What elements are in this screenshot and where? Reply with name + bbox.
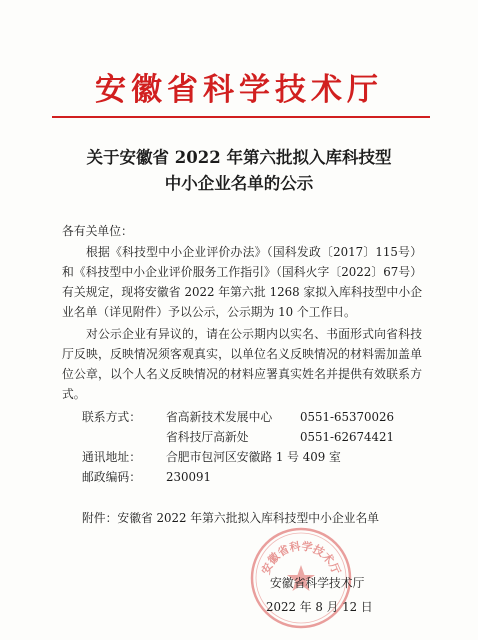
document-title	[0, 145, 478, 197]
contact-tel-1: 0551-65370026	[300, 410, 395, 424]
document-title-line-1: 关于安徽省 2022 年第六批拟入库科技型	[86, 148, 392, 167]
contact-row-2	[62, 427, 394, 447]
contact-org-2: 省科技厅高新处	[166, 430, 249, 444]
address-label: 通讯地址：	[82, 450, 141, 464]
address-row	[62, 447, 341, 467]
paragraph-basis: 根据《科技型中小企业评价办法》（国科发政〔2017〕115号）和《科技型中小企业评价服务工作指引》（国科火字〔2022〕67号）有关规定，现将安徽省 2022 年第六批 1268 家拟入库科技型中小企业名单（详见附件）予以公示，公示期为 10 个工作日。	[62, 245, 422, 319]
signature-date: 2022 年 8 月 12 日	[266, 600, 373, 614]
contact-org-1: 省高新技术发展中心	[166, 410, 273, 424]
address-value: 合肥市包河区安徽路 1 号 409 室	[166, 450, 341, 464]
postcode-row	[62, 467, 211, 487]
paragraph-objection: 对公示企业有异议的，请在公示期内以实名、书面形式向省科技厅反映，反映情况须客观真实，以单位名义反映情况的材料需加盖单位公章，以个人名义反映情况的材料应署真实姓名并提供有效联系方式。	[62, 327, 422, 401]
postcode-value: 230091	[166, 470, 212, 484]
issuer-header: 安徽省科学技术厅	[95, 72, 383, 108]
contact-method-label: 联系方式：	[82, 410, 141, 424]
salutation: 各有关单位：	[62, 224, 133, 238]
seal-arc-text: 安徽省科学技术厅	[259, 539, 343, 577]
attachment-line: 附件：安徽省 2022 年第六批拟入库科技型中小企业名单	[82, 511, 380, 525]
signature-org: 安徽省科学技术厅	[270, 576, 365, 590]
contact-tel-2: 0551-62674421	[300, 430, 395, 444]
document-title-line-2: 中小企业名单的公示	[164, 174, 314, 193]
contact-row-1	[62, 407, 394, 427]
header-red-rule	[52, 116, 430, 118]
postcode-label: 邮政编码：	[82, 470, 141, 484]
